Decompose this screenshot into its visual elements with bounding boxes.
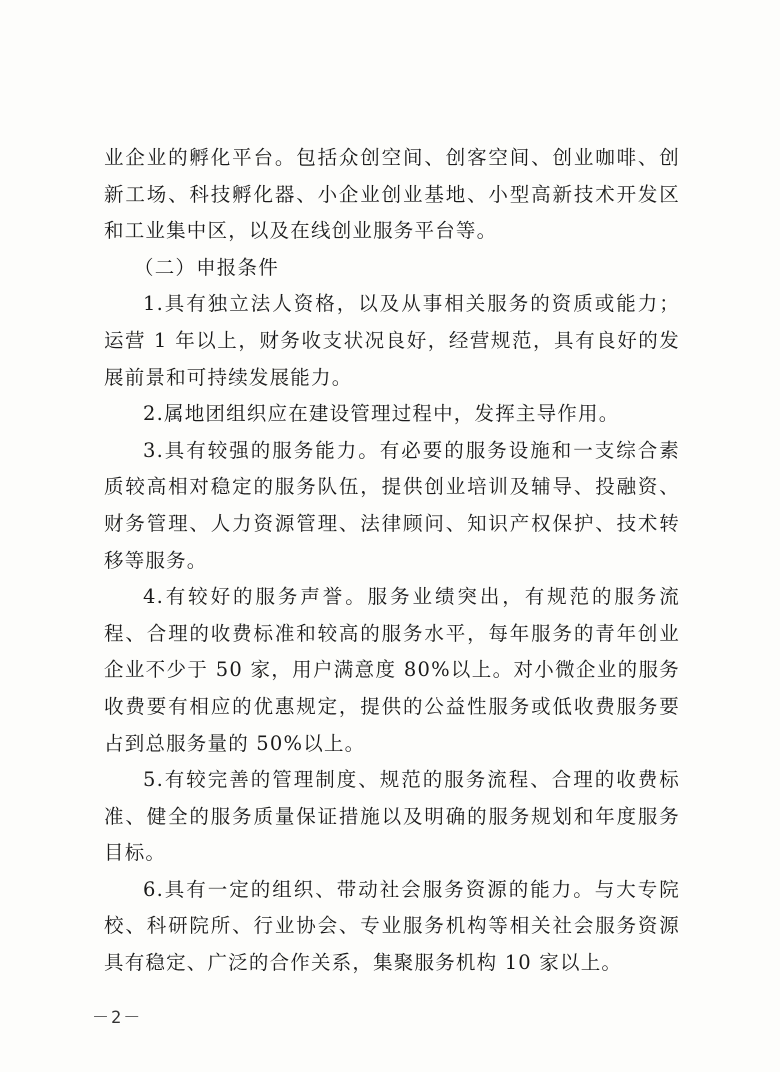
- paragraph-condition-3: 3.具有较强的服务能力。有必要的服务设施和一支综合素质较高相对稳定的服务队伍，提供创业培训及辅导、投融资、财务管理、人力资源管理、法律顾问、知识产权保护、技术转移等服务。: [104, 438, 680, 572]
- paragraph-condition-1: 1.具有独立法人资格，以及从事相关服务的资质或能力；运营 1 年以上，财务收支状况良好，经营规范，具有良好的发展前景和可持续发展能力。: [104, 292, 680, 389]
- paragraph-condition-2: 2.属地团组织应在建设管理过程中，发挥主导作用。: [143, 402, 620, 426]
- paragraph-condition-5: 5.有较完善的管理制度、规范的服务流程、合理的收费标准、健全的服务质量保证措施以及明确的服务规划和年度服务目标。: [104, 768, 680, 865]
- paragraph-condition-6: 6.具有一定的组织、带动社会服务资源的能力。与大专院校、科研院所、行业协会、专业服务机构等相关社会服务资源具有稳定、广泛的合作关系，集聚服务机构 10 家以上。: [104, 877, 680, 975]
- section-heading: （二）申报条件: [134, 255, 279, 279]
- paragraph-condition-4: 4.有较好的服务声誉。服务业绩突出，有规范的服务流程、合理的收费标准和较高的服务水平，每年服务的青年创业企业不少于 50 家，用户满意度 80%以上。对小微企业的服务收费要有相应的优惠规定，提供的公益性服务或低收费服务要占到总服务量的 50%以上。: [104, 585, 680, 755]
- paragraph-intro: 业企业的孵化平台。包括众创空间、创客空间、创业咖啡、创新工场、科技孵化器、小企业创业基地、小型高新技术开发区和工业集中区，以及在线创业服务平台等。: [104, 146, 680, 243]
- page-number: －2－: [92, 1008, 143, 1028]
- document-body: [104, 140, 680, 982]
